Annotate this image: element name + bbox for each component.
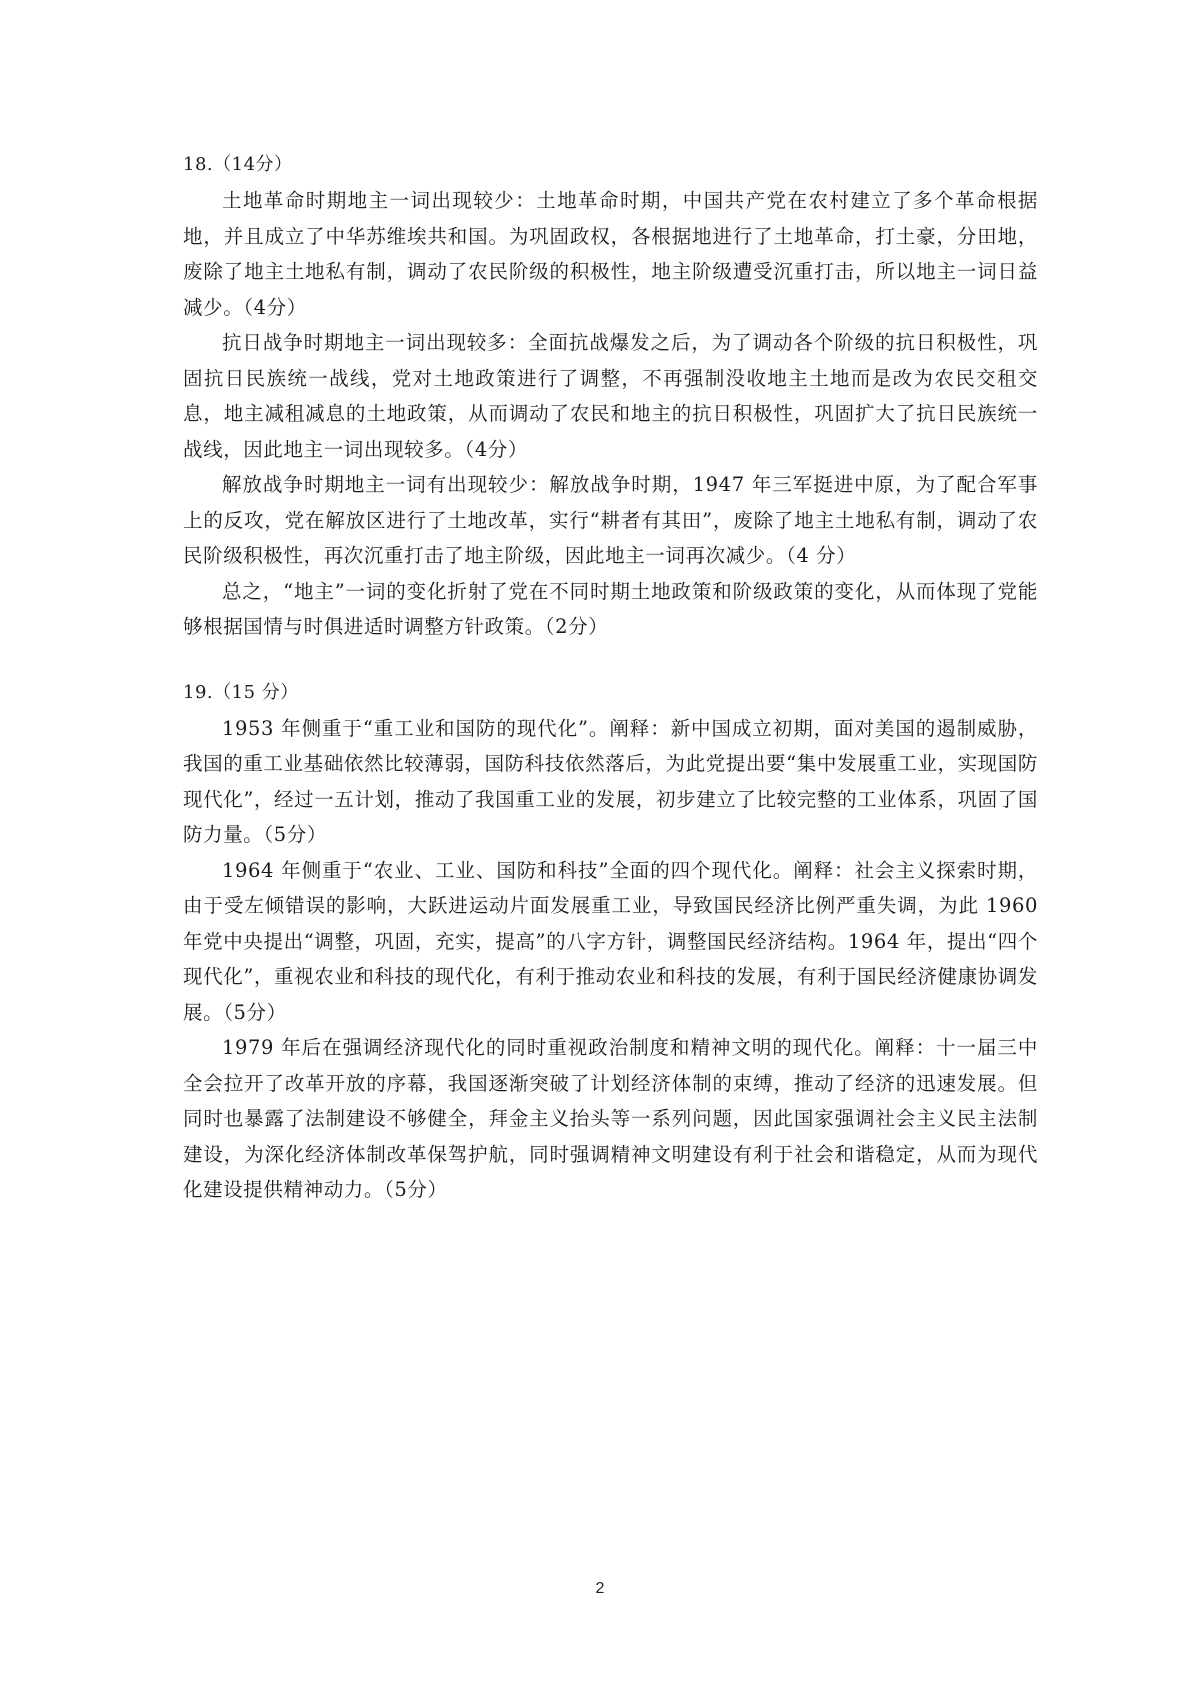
section-divider-space [183, 645, 1038, 681]
q18-paragraph-summary: 总之，“地主”一词的变化折射了党在不同时期土地政策和阶级政策的变化，从而体现了党能够根据国情与时俱进适时调整方针政策。（2分） [183, 579, 1038, 638]
q19-paragraph-1953: 1953 年侧重于“重工业和国防的现代化”。阐释：新中国成立初期，面对美国的遏制威胁，我国的重工业基础依然比较薄弱，国防科技依然落后，为此党提出要“集中发展重工业，实现国防现代化”，经过一五计划，推动了我国重工业的发展，初步建立了比较完整的工业体系，巩固了国防力量。（5分） [183, 716, 1038, 846]
page-content [183, 153, 1038, 1208]
q19-paragraph-1979: 1979 年后在强调经济现代化的同时重视政治制度和精神文明的现代化。阐释：十一届三中全会拉开了改革开放的序幕，我国逐渐突破了计划经济体制的束缚，推动了经济的迅速发展。但同时也暴露了法制建设不够健全，拜金主义抬头等一系列问题，因此国家强调社会主义民主法制建设，为深化经济体制改革保驾护航，同时强调精神文明建设有利于社会和谐稳定，从而为现代化建设提供精神动力。（5分） [183, 1036, 1038, 1201]
question-19-header: 19.（15 分） [183, 681, 299, 703]
question-18-section [183, 153, 1038, 645]
page-number: 2 [595, 1580, 605, 1597]
q18-paragraph-land-revolution: 土地革命时期地主一词出现较少：土地革命时期，中国共产党在农村建立了多个革命根据地，并且成立了中华苏维埃共和国。为巩固政权，各根据地进行了土地革命，打土豪，分田地，废除了地主土地私有制，调动了农民阶级的积极性，地主阶级遭受沉重打击，所以地主一词日益减少。（4分） [183, 189, 1038, 319]
q19-paragraph-1964: 1964 年侧重于“农业、工业、国防和科技”全面的四个现代化。阐释：社会主义探索时期，由于受左倾错误的影响，大跃进运动片面发展重工业，导致国民经济比例严重失调，为此 1960 年党中央提出“调整，巩固，充实，提高”的八字方针，调整国民经济结构。1964 年，提出“四个现代化”，重视农业和科技的现代化，有利于推动农业和科技的发展，有利于国民经济健康协调发展。（5分） [183, 858, 1038, 1024]
question-18-header: 18.（14分） [183, 154, 293, 175]
q18-paragraph-liberation-war: 解放战争时期地主一词有出现较少：解放战争时期，1947 年三军挺进中原，为了配合军事上的反攻，党在解放区进行了土地改革，实行“耕者有其田”，废除了地主土地私有制，调动了农民阶级积极性，再次沉重打击了地主阶级，因此地主一词再次减少。（4 分） [183, 473, 1038, 567]
question-19-section [183, 681, 1038, 1208]
q18-paragraph-anti-japanese-war: 抗日战争时期地主一词出现较多：全面抗战爆发之后，为了调动各个阶级的抗日积极性，巩固抗日民族统一战线，党对土地政策进行了调整，不再强制没收地主土地而是改为农民交租交息，地主减租减息的土地政策，从而调动了农民和地主的抗日积极性，巩固扩大了抗日民族统一战线，因此地主一词出现较多。（4分） [183, 331, 1038, 461]
